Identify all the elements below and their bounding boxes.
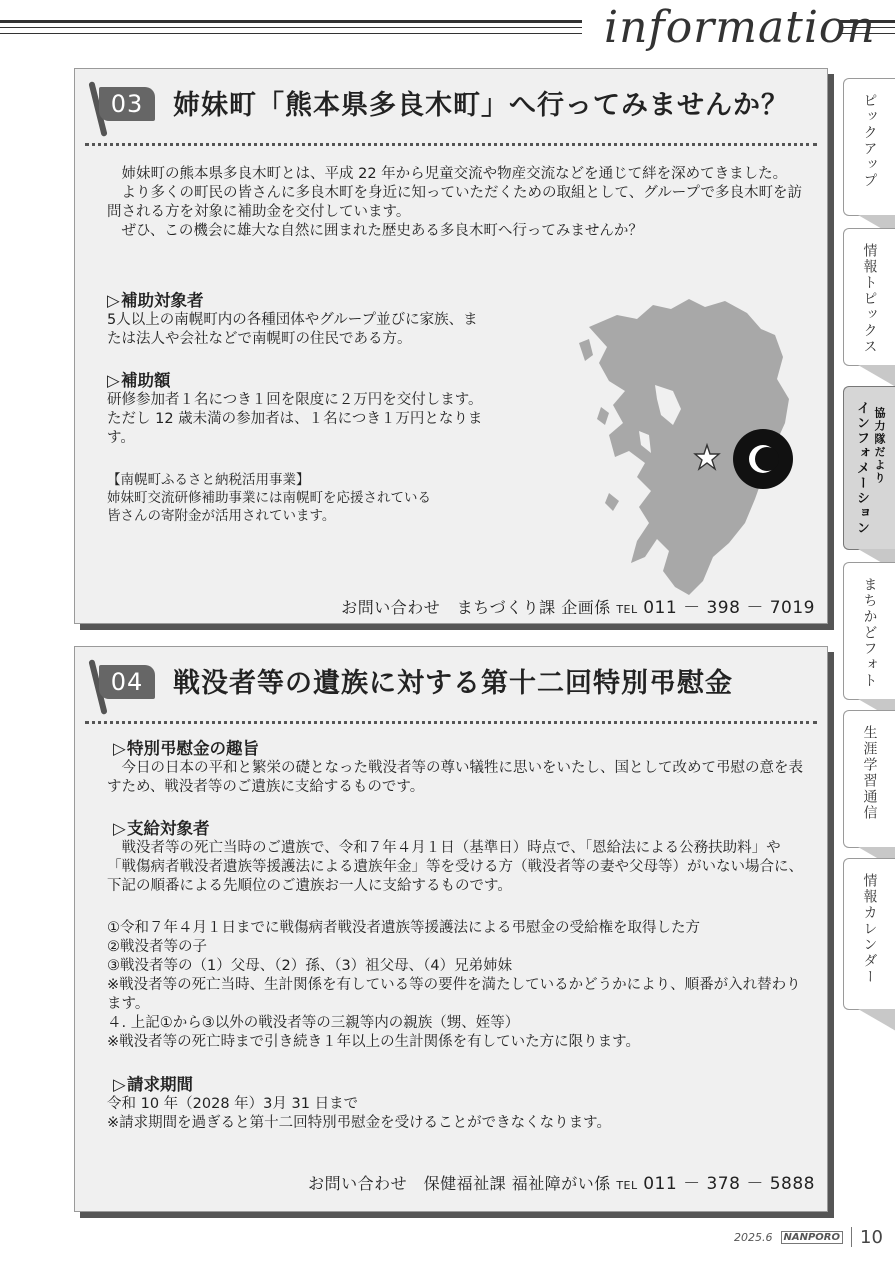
info-card-condolence xyxy=(74,646,828,1212)
section-number: 04 xyxy=(99,665,155,699)
page-footer xyxy=(734,1226,883,1248)
list-item: ※戦没者等の死亡当時、生計関係を有している等の要件を満たしているかどうかにより、順番が入れ替わります。 xyxy=(107,977,801,1012)
brand-logo: NANPORO xyxy=(781,1231,844,1244)
card-header xyxy=(75,69,827,145)
triangle-icon: ▷ xyxy=(113,1075,126,1094)
section-title: 戦没者等の遺族に対する第十二回特別弔慰金 xyxy=(173,668,733,699)
contact-planning: お問い合わせ まちづくり課 企画係 TEL 011 － 398 － 7019 xyxy=(341,598,815,618)
tab-calendar[interactable]: 情報カレンダー xyxy=(843,858,895,1010)
tab-learning[interactable]: 生涯学習通信 xyxy=(843,710,895,848)
tab-pickup[interactable]: ピックアップ xyxy=(843,78,895,216)
tel-label: TEL xyxy=(616,603,638,616)
tab-photo[interactable]: まちかどフォト xyxy=(843,562,895,700)
page-number: 10 xyxy=(860,1226,883,1248)
purpose-block: ▷特別弔慰金の趣旨 今日の日本の平和と繁栄の礎となった戦没者等の尊い犠牲に思いをいたし、国として改めて弔慰の意を表すため、戦没者等のご遺族に支給するものです。 xyxy=(107,739,803,795)
list-item: ※戦没者等の死亡時まで引き続き１年以上の生計関係を有していた方に限ります。 xyxy=(107,1034,640,1050)
section-title: 姉妹町「熊本県多良木町」へ行ってみませんか？ xyxy=(173,90,789,121)
amount-heading: 補助額 xyxy=(121,371,171,390)
target-heading: 補助対象者 xyxy=(121,291,204,310)
period-heading: 請求期間 xyxy=(127,1075,193,1094)
footer-divider xyxy=(851,1227,852,1247)
page-title: information xyxy=(604,2,876,53)
target-block: ▷補助対象者 5人以上の南幌町内の各種団体やグループ並びに家族、ま たは法人や会社などで南幌町の住民である方。 xyxy=(107,291,478,347)
triangle-icon: ▷ xyxy=(107,291,120,310)
list-item: ②戦没者等の子 xyxy=(107,939,207,955)
triangle-icon: ▷ xyxy=(107,371,120,390)
eligibility-heading: 支給対象者 xyxy=(127,819,210,838)
tab-topics[interactable]: 情報トピックス xyxy=(843,228,895,366)
flag-icon xyxy=(83,75,151,137)
section-number: 03 xyxy=(99,87,155,121)
kyushu-map-icon xyxy=(579,295,829,607)
list-item: ③戦没者等の（1）父母、（2）孫、（3）祖父母、（4）兄弟姉妹 xyxy=(107,958,513,974)
tel-label: TEL xyxy=(616,1179,638,1192)
flag-icon xyxy=(83,653,151,715)
triangle-icon: ▷ xyxy=(113,739,126,758)
list-item: ４. 上記①から③以外の戦没者等の三親等内の親族（甥、姪等） xyxy=(107,1015,520,1031)
header-rule-right xyxy=(840,20,895,34)
tel-number[interactable]: 011 － 378 － 5888 xyxy=(643,1174,815,1194)
header-rule-left xyxy=(0,20,582,34)
contact-welfare: お問い合わせ 保健福祉課 福祉障がい係 TEL 011 － 378 － 5888 xyxy=(308,1174,815,1194)
issue-date: 2025.6 xyxy=(734,1230,773,1244)
order-list xyxy=(107,919,807,1052)
tab-information[interactable]: インフォメーション 協力隊だより xyxy=(843,386,895,550)
purpose-heading: 特別弔慰金の趣旨 xyxy=(127,739,259,758)
info-card-sister-town xyxy=(74,68,828,624)
furusato-heading: 【南幌町ふるさと納税活用事業】 xyxy=(107,472,310,488)
dotted-divider xyxy=(85,143,817,146)
triangle-icon: ▷ xyxy=(113,819,126,838)
amount-block: ▷補助額 研修参加者１名につき１回を限度に２万円を交付します。 ただし 12 歳未満の参加者は、１名につき１万円となりま す。 xyxy=(107,371,483,446)
period-block: ▷請求期間 令和 10 年（2028 年）3月 31 日まで ※請求期間を過ぎると第十二回特別弔慰金を受けることができなくなります。 xyxy=(107,1075,611,1131)
list-item: ①令和７年４月１日までに戦傷病者戦没者遺族等援護法による弔慰金の受給権を取得した方 xyxy=(107,920,700,936)
tel-number[interactable]: 011 － 398 － 7019 xyxy=(643,598,815,618)
card-header xyxy=(75,647,827,723)
furusato-block: 【南幌町ふるさと納税活用事業】 姉妹町交流研修補助事業には南幌町を応援されている 皆さんの寄附金が活用されています。 xyxy=(107,471,547,525)
intro-text: 姉妹町の熊本県多良木町とは、平成 22 年から児童交流や物産交流などを通じて絆を深めてきました。 より多くの町民の皆さんに多良木町を身近に知っていただくための取組として、グループで多良木町を訪問される方を対象に補助金を交付しています。 ぜひ、この機会に雄大な自然に囲まれた歴史ある多良木町へ行ってみませんか？ xyxy=(107,166,802,239)
eligibility-block: ▷支給対象者 戦没者等の死亡当時のご遺族で、令和７年４月１日（基準日）時点で、「恩給法による公務扶助料」や「戦傷病者戦没者遺族等援護法による遺族年金」等を受ける方（戦没者等の妻や父母等）がいない場合に、下記の順番による先順位のご遺族お一人に支給するものです。 xyxy=(107,819,803,894)
dotted-divider xyxy=(85,721,817,724)
